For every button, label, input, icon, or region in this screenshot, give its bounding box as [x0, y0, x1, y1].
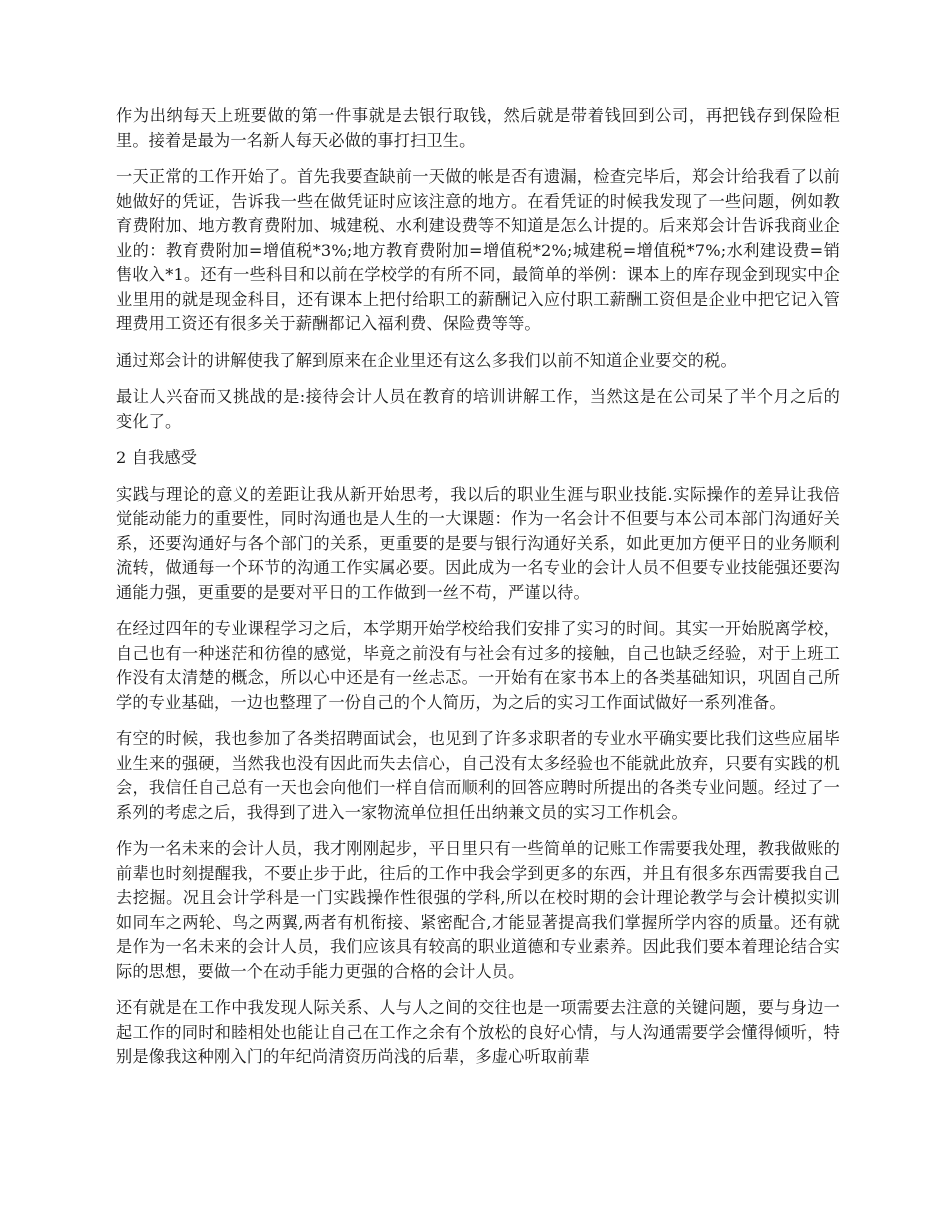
paragraph: 最让人兴奋而又挑战的是:接待会计人员在教育的培训讲解工作，当然这是在公司呆了半个月之后的变化了。	[116, 387, 840, 431]
section-heading: 2 自我感受	[116, 448, 198, 467]
paragraph: 通过郑会计的讲解使我了解到原来在企业里还有这么多我们以前不知道企业要交的税。	[116, 350, 737, 370]
paragraph: 在经过四年的专业课程学习之后，本学期开始学校给我们安排了实习的时间。其实一开始脱离学校，自己也有一种迷茫和彷徨的感觉，毕竟之前没有与社会有过多的接触，自己也缺乏经验，对于上班工作没有太清楚的概念，所以心中还是有一丝忐忑。一开始有在家书本上的各类基础知识，巩固自己所学的专业基础，一边也整理了一份自己的个人简历，为之后的实习工作面试做好一系列准备。	[116, 619, 840, 712]
paragraph: 作为出纳每天上班要做的第一件事就是去银行取钱，然后就是带着钱回到公司，再把钱存到保险柜里。接着是最为一名新人每天必做的事打扫卫生。	[116, 106, 840, 150]
paragraph: 实践与理论的意义的差距让我从新开始思考，我以后的职业生涯与职业技能.实际操作的差异让我倍觉能动能力的重要性，同时沟通也是人生的一大课题：作为一名会计不但要与本公司本部门沟通好关系，还要沟通好与各个部门的关系，更重要的是要与银行沟通好关系，如此更加方便平日的业务顺利流转，做通每一个环节的沟通工作实属必要。因此成为一名专业的会计人员不但要专业技能强还要沟通能力强，更重要的是要对平日的工作做到一丝不苟，严谨以待。	[116, 484, 840, 602]
paragraph: 有空的时候，我也参加了各类招聘面试会，也见到了许多求职者的专业水平确实要比我们这些应届毕业生来的强硬，当然我也没有因此而失去信心，自己没有太多经验也不能就此放弃，只要有实践的机会，我信任自己总有一天也会向他们一样自信而顺利的回答应聘时所提出的各类专业问题。经过了一系列的考虑之后，我得到了进入一家物流单位担任出纳兼文员的实习工作机会。	[116, 729, 840, 822]
paragraph: 还有就是在工作中我发现人际关系、人与人之间的交往也是一项需要去注意的关键问题，要与身边一起工作的同时和睦相处也能让自己在工作之余有个放松的良好心情，与人沟通需要学会懂得倾听，特别是像我这种刚入门的年纪尚清资历尚浅的后辈，多虚心听取前辈	[116, 998, 840, 1066]
paragraph: 作为一名未来的会计人员，我才刚刚起步，平日里只有一些简单的记账工作需要我处理，教我做账的前辈也时刻提醒我，不要止步于此，往后的工作中我会学到更多的东西，并且有很多东西需要我自己去挖掘。况且会计学科是一门实践操作性很强的学科,所以在校时期的会计理论教学与会计模拟实训如同车之两轮、鸟之两翼,两者有机衔接、紧密配合,才能显著提高我们掌握所学内容的质量。还有就是作为一名未来的会计人员，我们应该具有较高的职业道德和专业素养。因此我们要本着理论结合实际的思想，要做一个在动手能力更强的合格的会计人员。	[116, 839, 840, 981]
paragraph: 一天正常的工作开始了。首先我要查缺前一天做的帐是否有遗漏，检查完毕后，郑会计给我看了以前她做好的凭证，告诉我一些在做凭证时应该注意的地方。在看凭证的时候我发现了一些问题，例如教育费附加、地方教育费附加、城建税、水利建设费等不知道是怎么计提的。后来郑会计告诉我商业企业的：教育费附加=增值税*3%;地方教育费附加=增值税*2%;城建税=增值税*7%;水利建设费=销售收入*1。还有一些科目和以前在学校学的有所不同，最简单的举例：课本上的库存现金到现实中企业里用的就是现金科目，还有课本上把付给职工的薪酬记入应付职工薪酬工资但是企业中把它记入管理费用工资还有很多关于薪酬都记入福利费、保险费等等。	[116, 167, 840, 333]
document-body	[116, 104, 840, 1082]
